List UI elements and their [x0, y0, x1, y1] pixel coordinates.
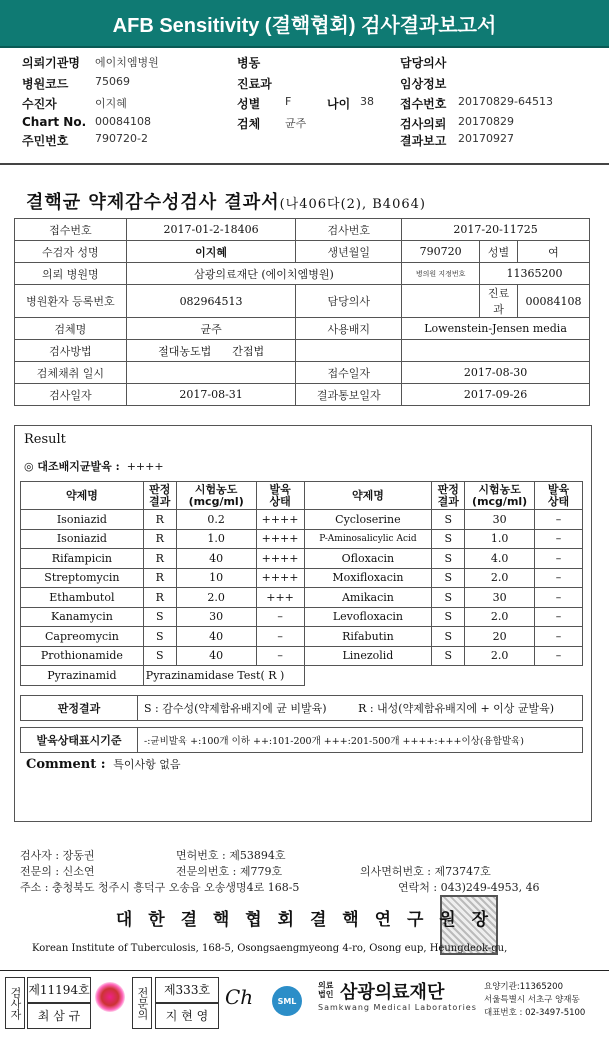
- control-culture: [24, 458, 164, 474]
- footer-tester-name: 최 삼 규: [27, 1003, 91, 1029]
- sml-logo-icon: SML: [272, 986, 302, 1016]
- sig-address: 주소 : 충청북도 청주시 흥덕구 오송읍 오송생명4로 168-5: [20, 881, 300, 894]
- org-care-no: 요양기관:11365200: [484, 982, 563, 992]
- info-method-1: 절대농도법: [158, 344, 212, 358]
- sig-specialist: 전문의 : 신소연: [20, 865, 95, 878]
- rrn-label: 주민번호: [22, 134, 69, 148]
- table-row: Isoniazid R 0.2 ++++ Cycloserine S 30 –: [21, 510, 583, 530]
- info-hosp-no-header: 병의원 지정번호: [402, 263, 480, 285]
- signature: Ch: [225, 985, 254, 1009]
- patient-label: 수진자: [22, 97, 57, 111]
- org-address: 서울특별시 서초구 양재동: [484, 995, 580, 1005]
- document-title-sub: (나406다(2), B4064): [279, 197, 426, 212]
- sig-doctor-license: 의사면허번호 : 제73747호: [360, 865, 491, 878]
- chart-label: Chart No.: [22, 115, 87, 129]
- conc-header-right: 시험농도 (mcg/ml): [465, 482, 535, 510]
- doctor-label: 담당의사: [400, 56, 447, 70]
- pza-row: [21, 666, 583, 686]
- specimen-value: 균주: [285, 117, 307, 130]
- table-row: Capreomycin S 40 – Rifabutin S 20 –: [21, 627, 583, 647]
- age-label: 나이: [327, 97, 351, 111]
- info-dob-header: 생년월일: [296, 241, 402, 263]
- growth-desc: -:균비발육 +:100개 이하 ++:101-200개 +++:201-500개 ++++:+++이상(융합발육): [138, 728, 583, 753]
- info-test-no: 2017-20-11725: [402, 219, 590, 241]
- info-hosp-no: 11365200: [480, 263, 590, 285]
- judge-table: [20, 695, 583, 753]
- info-hospital-header: 의뢰 병원명: [15, 263, 127, 285]
- pza-value: Pyrazinamidase Test( R ): [143, 666, 304, 686]
- footer-specialist-no: 제333호: [155, 977, 219, 1003]
- footer-specialist-name: 지 현 영: [155, 1003, 219, 1029]
- drug-header-right: 약제명: [304, 482, 432, 510]
- control-culture-value: ++++: [126, 460, 164, 473]
- info-reg-no-header: 병원환자 등록번호: [15, 285, 127, 318]
- org-phone: 대표번호 : 02-3497-5100: [484, 1008, 586, 1018]
- judge-result-key: 판정결과: [21, 696, 138, 721]
- info-receipt-no: 2017-01-2-18406: [126, 219, 296, 241]
- footer-tester-label: 검사자: [5, 977, 25, 1029]
- age-value: 38: [360, 95, 374, 108]
- sig-tester: 검사자 : 장동권: [20, 849, 95, 862]
- document-title-main: 결핵균 약제감수성검사 결과서: [26, 192, 280, 213]
- org-name: 삼광의료재단: [340, 982, 445, 1003]
- growth-header-right: 발육 상태: [535, 482, 583, 510]
- info-notified-header: 결과통보일자: [296, 384, 402, 406]
- info-method-2: 간접법: [232, 344, 265, 358]
- info-tested: 2017-08-31: [126, 384, 296, 406]
- seal-icon: [95, 982, 125, 1012]
- judge-result-desc: S : 감수성(약제함유배지에 균 비발육) R : 내성(약제함유배지에 + 이상 균발육): [138, 696, 583, 721]
- table-row: Rifampicin R 40 ++++ Ofloxacin S 4.0 –: [21, 549, 583, 569]
- org-prefix: 의료법인: [318, 981, 334, 999]
- clinical-label: 임상정보: [400, 77, 447, 91]
- comment: [26, 756, 181, 772]
- growth-header: 발육 상태: [256, 482, 304, 510]
- hospital-code-label: 병원코드: [22, 77, 69, 91]
- request-label: 검사의뢰: [400, 117, 447, 131]
- result-title: Result: [24, 432, 66, 447]
- info-method: [126, 340, 296, 362]
- info-sex: 여: [518, 241, 590, 263]
- info-table: [14, 218, 590, 406]
- rrn-value: 790720-2: [95, 132, 148, 145]
- info-collect-header: 검체채취 일시: [15, 362, 127, 384]
- institute-address: Korean Institute of Tuberculosis, 168-5, Osongsaengmyeong 4-ro, Osong eup, Heungdeok-gu,: [32, 943, 508, 954]
- judge-header: 판정 결과: [143, 482, 176, 510]
- growth-key: 발육상태표시기준: [21, 728, 138, 753]
- info-reg-no: 082964513: [126, 285, 296, 318]
- header-divider: [0, 163, 609, 165]
- sex-label: 성별: [237, 97, 261, 111]
- receipt-no-label: 접수번호: [400, 97, 447, 111]
- document-title: [26, 188, 426, 214]
- info-dept: 00084108: [518, 285, 590, 318]
- table-row: Prothionamide S 40 – Linezolid S 2.0 –: [21, 646, 583, 666]
- patient-header: [0, 50, 609, 162]
- info-notified: 2017-09-26: [402, 384, 590, 406]
- info-sex-header: 성별: [480, 241, 518, 263]
- receipt-no-value: 20170829-64513: [458, 95, 553, 108]
- ward-label: 병동: [237, 56, 261, 70]
- drug-table: [20, 481, 583, 686]
- comment-text: 특이사항 없음: [113, 758, 181, 771]
- sig-tester-license: 면허번호 : 제53894호: [176, 849, 286, 862]
- info-name-header: 수검자 성명: [15, 241, 127, 263]
- chart-value: 00084108: [95, 115, 151, 128]
- institute-name: 대 한 결 핵 협 회 결 핵 연 구 원 장: [115, 910, 494, 930]
- sig-contact: 연락처 : 043)249-4953, 46: [398, 881, 540, 894]
- info-name: 이지혜: [126, 241, 296, 263]
- report-value: 20170927: [458, 132, 514, 145]
- conc-header: 시험농도 (mcg/ml): [176, 482, 256, 510]
- institution-value: 에이치엠병원: [95, 56, 159, 69]
- info-method-header: 검사방법: [15, 340, 127, 362]
- info-dept-header: 진료과: [480, 285, 518, 318]
- info-dob: 790720: [402, 241, 480, 263]
- info-receipt-no-header: 접수번호: [15, 219, 127, 241]
- info-received-header: 접수일자: [296, 362, 402, 384]
- pza-drug: Pyrazinamid: [21, 666, 144, 686]
- info-received: 2017-08-30: [402, 362, 590, 384]
- report-banner: [0, 0, 609, 48]
- comment-label: Comment :: [26, 757, 106, 772]
- drug-header: 약제명: [21, 482, 144, 510]
- info-specimen: 균주: [126, 318, 296, 340]
- info-tested-header: 검사일자: [15, 384, 127, 406]
- request-value: 20170829: [458, 115, 514, 128]
- info-media-header: 사용배지: [296, 318, 402, 340]
- institution-label: 의뢰기관명: [22, 56, 80, 70]
- table-row: Isoniazid R 1.0 ++++ P-Aminosalicylic Acid S 1.0 –: [21, 529, 583, 549]
- footer-specialist-label: 전문의: [132, 977, 152, 1029]
- table-row: Kanamycin S 30 – Levofloxacin S 2.0 –: [21, 607, 583, 627]
- judge-header-right: 판정 결과: [432, 482, 465, 510]
- patient-value: 이지혜: [95, 97, 127, 110]
- org-en: Samkwang Medical Laboratories: [318, 1003, 477, 1012]
- info-specimen-header: 검체명: [15, 318, 127, 340]
- banner-title: AFB Sensitivity (결핵협회) 검사결과보고서: [112, 14, 497, 37]
- sex-value: F: [285, 95, 292, 108]
- report-label: 결과보고: [400, 134, 447, 148]
- table-row: Streptomycin R 10 ++++ Moxifloxacin S 2.0 –: [21, 568, 583, 588]
- info-test-no-header: 검사번호: [296, 219, 402, 241]
- dept-label: 진료과: [237, 77, 272, 91]
- footer-tester-no: 제11194호: [27, 977, 91, 1003]
- info-hospital: 삼광의료재단 (에이치엠병원): [126, 263, 401, 285]
- control-culture-label: ◎ 대조배지균발육 :: [24, 460, 120, 473]
- info-media: Lowenstein-Jensen media: [402, 318, 590, 340]
- hospital-code-value: 75069: [95, 75, 130, 88]
- table-row: Ethambutol R 2.0 +++ Amikacin S 30 –: [21, 588, 583, 608]
- info-doctor-header: 담당의사: [296, 285, 402, 318]
- specimen-label: 검체: [237, 117, 261, 131]
- sig-specialist-license: 전문의번호 : 제779호: [176, 865, 283, 878]
